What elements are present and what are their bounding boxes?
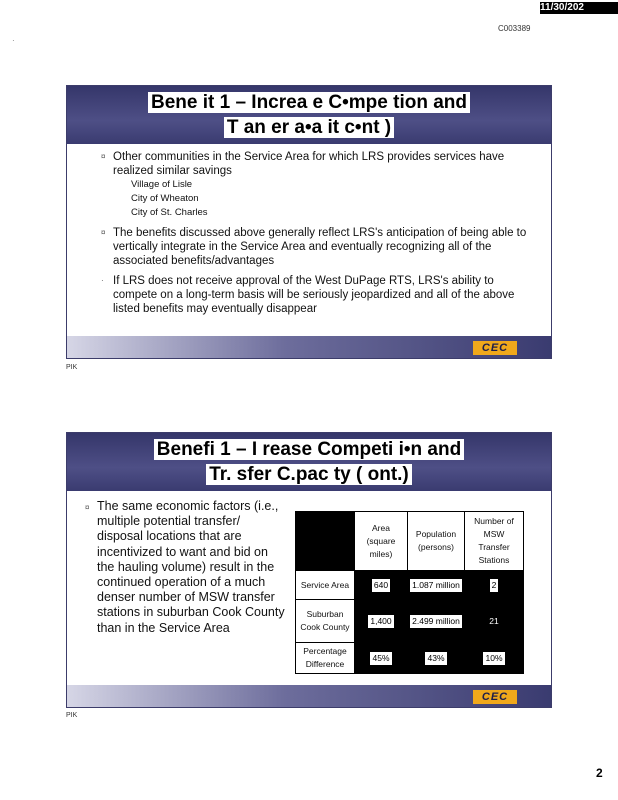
page-mark: PIK bbox=[66, 364, 78, 371]
slide-1-title bbox=[67, 90, 551, 140]
margin-speck: · bbox=[12, 36, 15, 45]
cec-logo: CEC bbox=[473, 341, 517, 355]
slide-1-title-line-1: Bene it 1 – Increa e C•mpe tion and bbox=[148, 92, 470, 113]
table-cell: 1.087 million bbox=[408, 571, 465, 600]
table-cell: 45% bbox=[355, 643, 408, 674]
sub-item: City of St. Charles bbox=[131, 207, 208, 218]
bullet-marker-icon: ¤ bbox=[85, 503, 90, 512]
slide-1-bullet-list bbox=[101, 150, 541, 322]
bullet-text: If LRS does not receive approval of the West DuPage RTS, LRS's ability to compete on a long-term basis will be seriously jeopardized and all of the above listed benefits may eventually disappear bbox=[113, 275, 515, 315]
table-header-cell: Population (persons) bbox=[408, 512, 465, 571]
bullet-marker-icon: ¤ bbox=[101, 152, 106, 161]
table-row bbox=[296, 571, 524, 600]
page-mark: PIK bbox=[66, 712, 78, 719]
slide-1-bullet bbox=[101, 150, 541, 220]
table-cell: 43% bbox=[408, 643, 465, 674]
comparison-table bbox=[295, 511, 524, 674]
slide-2-title-line-2: Tr. sfer C.pac ty ( ont.) bbox=[206, 464, 412, 485]
slide-1-bullet bbox=[101, 226, 541, 268]
table-row-label: Suburban Cook County bbox=[296, 600, 355, 643]
cec-logo: CEC bbox=[473, 690, 517, 704]
table-header-cell: Number of MSW Transfer Stations bbox=[465, 512, 524, 571]
table-corner-cell bbox=[296, 512, 355, 571]
page-number: 2 bbox=[596, 766, 603, 780]
slide-1 bbox=[66, 85, 552, 359]
slide-2-title-line-1: Benefi 1 – I rease Competi i•n and bbox=[154, 439, 464, 460]
table-row-label: Service Area bbox=[296, 571, 355, 600]
slide-1-title-line-2: T an er a•a it c•nt ) bbox=[224, 117, 394, 138]
table-row bbox=[296, 643, 524, 674]
table-cell: 21 bbox=[465, 600, 524, 643]
table-cell: 2.499 million bbox=[408, 600, 465, 643]
document-id: C003389 bbox=[498, 24, 531, 33]
table-cell: 640 bbox=[355, 571, 408, 600]
table-row-label: Percentage Difference bbox=[296, 643, 355, 674]
sub-item: City of Wheaton bbox=[131, 193, 199, 204]
table-header-row bbox=[296, 512, 524, 571]
slide-2-bullet bbox=[85, 499, 285, 636]
slide-2-title bbox=[67, 437, 551, 487]
slide-1-bullet bbox=[101, 274, 541, 316]
table-cell: 1,400 bbox=[355, 600, 408, 643]
table-cell: 10% bbox=[465, 643, 524, 674]
sub-item: Village of Lisle bbox=[131, 179, 193, 190]
table-header-cell: Area (square miles) bbox=[355, 512, 408, 571]
table-row bbox=[296, 600, 524, 643]
slide-2 bbox=[66, 432, 552, 708]
corner-date-stamp: 11/30/202 bbox=[540, 2, 618, 14]
bullet-text: Other communities in the Service Area for which LRS provides services have realized similar savings bbox=[113, 151, 505, 177]
bullet-marker-icon: · bbox=[101, 276, 104, 285]
bullet-text: The same economic factors (i.e., multiple potential transfer/ disposal locations that are incentivized to want and bid on the hauling volume) result in the continued operation of a much denser number of MSW transfer stations in suburban Cook County than in the Service Area bbox=[97, 499, 285, 635]
bullet-text: The benefits discussed above generally reflect LRS's anticipation of being able to vertically integrate in the Service Area and eventually recognizing all of the associated benefits/advantages bbox=[113, 227, 527, 267]
bullet-marker-icon: ¤ bbox=[101, 228, 106, 237]
table-cell: 2 bbox=[465, 571, 524, 600]
